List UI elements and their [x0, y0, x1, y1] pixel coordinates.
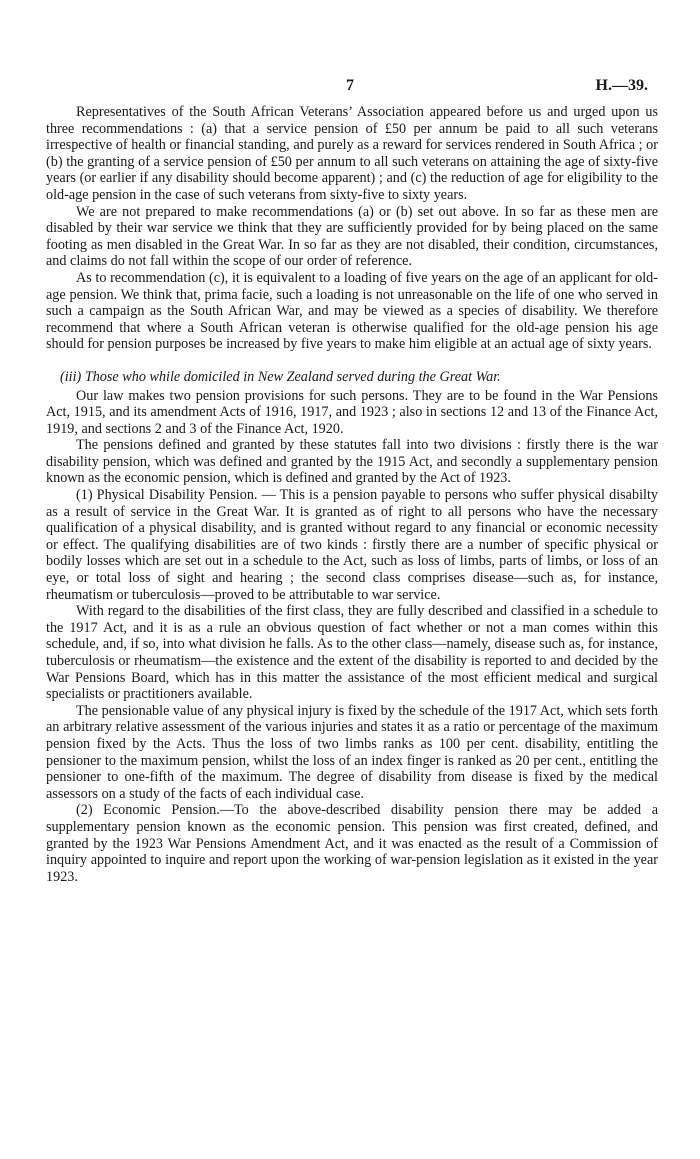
paragraph-first-class-disabilities: With regard to the disabilities of the first class, they are fully described and classified in a schedule to the 1917 Act, and it is as a rule an obvious question of fact whether or not a man comes within this schedule, and, if so, into what division he falls. As to the other class—namely, disease such as, for instance, tuberculosis or rheumatism—the existence and the extent of the disability is reported to and decided by the War Pensions Board, which has in this matter the assistance of the most efficient medical and surgical specialists or practitioners available. [46, 603, 658, 703]
document-body [46, 104, 658, 885]
paragraph-economic-pension: (2) Economic Pension.—To the above-described disability pension there may be added a supplementary pension known as the economic pension. This pension was first created, defined, and granted by the 1923 War Pensions Amendment Act, and it was enacted as the result of a Commission of inquiry appointed to inquire and report upon the working of war-pension legislation as it existed in the year 1923. [46, 802, 658, 885]
section-heading-iii [46, 369, 658, 386]
document-reference: H.—39. [595, 77, 648, 94]
paragraph-two-divisions: The pensions defined and granted by these statutes fall into two divisions : firstly there is the war disability pension, which was defined and granted by the 1915 Act, and secondly a supplementary pension known as the economic pension, which is defined and granted by the Act of 1923. [46, 437, 658, 487]
paragraph-physical-disability-pension: (1) Physical Disability Pension. — This is a pension payable to persons who suffer physical disabilty as a result of service in the Great War. It is granted as of right to all persons who have the necessary qualification of a physical disability, and is granted without regard to any financial or economic necessity or effect. The qualifying disabilities are of two kinds : firstly there are a number of specific physical or bodily losses which are set out in a schedule to the Act, such as loss of limbs, parts of limbs, or loss of an eye, or total loss of sight and hearing ; the second class comprises disease—such as, for instance, rheumatism or tuberculosis—proved to be attributable to war service. [46, 487, 658, 603]
page-number: 7 [346, 77, 354, 94]
paragraph-pension-provisions: Our law makes two pension provisions for such persons. They are to be found in the War Pensions Act, 1915, and its amendment Acts of 1916, 1917, and 1923 ; also in sections 12 and 13 of the Finance Act, 1919, and sections 2 and 3 of the Finance Act, 1920. [46, 387, 658, 437]
paragraph-recommendation-c: As to recommendation (c), it is equivalent to a loading of five years on the age of an applicant for old-age pension. We think that, prima facie, such a loading is not unreasonable on the life of one who served in such a campaign as the South African War, and may be viewed as a species of disability. We therefore recommend that where a South African veteran is otherwise qualified for the old-age pension his age should for pension purposes be increased by five years to make him eligible at an actual age of sixty years. [46, 269, 658, 353]
paragraph-not-prepared: We are not prepared to make recommendations (a) or (b) set out above. In so far as these men are disabled by their war service we think that they are sufficiently provided for by being placed on the same footing as men disabled in the Great War. In so far as they are not disabled, their condition, circumstances, and claims do not fall within the scope of our order of reference. [46, 203, 658, 270]
paragraph-pensionable-value: The pensionable value of any physical injury is fixed by the schedule of the 1917 Act, which sets forth an arbitrary relative assessment of the various injuries and states it as a ratio or percentage of the maximum pension fixed by the Acts. Thus the loss of two limbs ranks as 100 per cent. disability, entitling the pensioner to the maximum pension, whilst the loss of an index finger is ranked as 20 per cent., entitling the pensioner to one-fifth of the maximum. The degree of disability from disease is fixed by the medical assessors on a study of the facts of each individual case. [46, 702, 658, 802]
paragraph-veterans-recommendations: Representatives of the South African Veterans’ Association appeared before us and urged upon us three recommendations : (a) that a service pension of £50 per annum be paid to all such veterans irrespective of health or financial standing, and purely as a reward for services rendered in South Africa ; or (b) the granting of a service pension of £50 per annum to all such veterans on attaining the age of sixty-five years (or earlier if any disability should become apparent) ; and (c) the reduction of age for eligibility to the old-age pension in the case of such veterans from sixty-five to sixty years. [46, 104, 658, 203]
section-heading-text: (iii) Those who while domiciled in New Zealand served during the Great War. [60, 368, 501, 385]
